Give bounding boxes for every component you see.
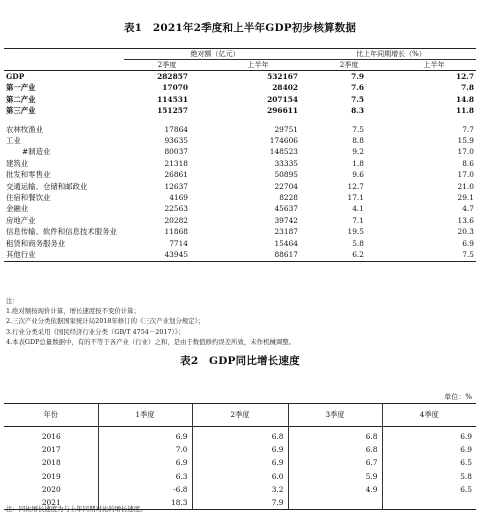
growth-h1-cell: 14.8 bbox=[455, 94, 474, 104]
row-label: 房地产业 bbox=[6, 215, 36, 225]
row-label: 批发和零售业 bbox=[6, 170, 51, 180]
row-label: 第三产业 bbox=[6, 106, 36, 116]
row-label: 住宿和餐饮业 bbox=[6, 193, 51, 203]
q1-cell: -6.8 bbox=[98, 483, 192, 496]
abs-q2-cell: 7714 bbox=[169, 238, 188, 248]
gdp-table bbox=[4, 48, 476, 262]
header-q2: 2季度 bbox=[192, 404, 288, 427]
growth-group-header: 比上年同期增长（%） bbox=[306, 49, 476, 60]
row-label: 建筑业 bbox=[6, 158, 29, 168]
table-row bbox=[4, 82, 476, 93]
subheader-abs-q2: 2季度 bbox=[124, 60, 210, 71]
table-row bbox=[4, 181, 476, 192]
abs-h1-cell: 296611 bbox=[267, 106, 298, 116]
table-row bbox=[4, 456, 476, 469]
q1-cell: 6.3 bbox=[98, 470, 192, 483]
growth-h1-cell: 8.6 bbox=[462, 158, 474, 168]
abs-h1-cell: 39742 bbox=[274, 215, 298, 225]
table-row bbox=[4, 135, 476, 146]
header-q3: 3季度 bbox=[288, 404, 382, 427]
table-row bbox=[4, 443, 476, 456]
abs-q2-cell: 20282 bbox=[164, 215, 188, 225]
table-row bbox=[4, 192, 476, 203]
row-label: 租赁和商务服务业 bbox=[6, 238, 66, 248]
abs-q2-cell: 12637 bbox=[164, 181, 188, 191]
q2-cell: 6.0 bbox=[192, 470, 288, 483]
growth-h1-cell: 4.7 bbox=[462, 204, 474, 214]
growth-h1-cell: 17.0 bbox=[457, 147, 474, 157]
abs-q2-cell: 26861 bbox=[164, 170, 188, 180]
growth-q2-cell: 7.9 bbox=[351, 72, 364, 81]
q2-cell: 6.9 bbox=[192, 443, 288, 456]
table-row bbox=[4, 470, 476, 483]
abs-q2-cell: 151257 bbox=[157, 106, 188, 116]
abs-q2-cell: 22563 bbox=[164, 204, 188, 214]
growth-q2-cell: 7.5 bbox=[351, 94, 364, 104]
growth-q2-cell: 9.6 bbox=[352, 170, 364, 180]
header-q1: 1季度 bbox=[98, 404, 192, 427]
growth-q2-cell: 19.5 bbox=[347, 227, 364, 237]
q1-cell: 6.9 bbox=[98, 456, 192, 469]
table-row bbox=[4, 215, 476, 226]
year-cell: 2021 bbox=[4, 496, 98, 510]
growth-q2-cell: 5.8 bbox=[352, 238, 364, 248]
growth-h1-cell: 13.6 bbox=[457, 215, 474, 225]
growth-q2-cell: 6.2 bbox=[306, 249, 392, 261]
growth-h1-cell: 6.9 bbox=[462, 238, 474, 248]
growth-h1-cell: 12.7 bbox=[455, 72, 474, 81]
table-row bbox=[4, 146, 476, 157]
abs-h1-cell: 29751 bbox=[274, 124, 298, 134]
abs-q2-cell: 11868 bbox=[164, 227, 188, 237]
abs-h1-cell: 174606 bbox=[269, 136, 298, 146]
q4-cell: 6.5 bbox=[382, 483, 476, 496]
q4-cell: 5.8 bbox=[382, 470, 476, 483]
growth-h1-cell: 7.7 bbox=[462, 124, 474, 134]
q4-cell bbox=[382, 496, 476, 510]
note-line: 1.绝对额按现价计算，增长速度按不变价计算； bbox=[6, 307, 140, 316]
growth-q2-cell: 17.1 bbox=[347, 193, 364, 203]
q3-cell: 6.7 bbox=[288, 456, 382, 469]
abs-q2-cell: 282857 bbox=[157, 72, 188, 81]
q3-cell: 6.8 bbox=[288, 443, 382, 456]
note-line: 4.本表GDP总量数据中，有的不等于各产业（行业）之和，是由于数值修约误差所致，未作机械调整。 bbox=[6, 337, 296, 346]
abs-h1-cell: 532167 bbox=[267, 72, 298, 81]
row-label: 第二产业 bbox=[6, 94, 36, 104]
year-cell: 2017 bbox=[41, 445, 61, 455]
growth-h1-cell: 29.1 bbox=[457, 193, 474, 203]
row-label: 第一产业 bbox=[6, 83, 36, 93]
abs-q2-cell: 17070 bbox=[162, 83, 188, 93]
abs-h1-cell: 15464 bbox=[274, 238, 298, 248]
year-cell: 2019 bbox=[41, 471, 61, 481]
q3-cell: 4.9 bbox=[288, 483, 382, 496]
table-row bbox=[4, 94, 476, 105]
abs-h1-cell: 88617 bbox=[210, 249, 306, 261]
growth-h1-cell: 7.8 bbox=[461, 83, 474, 93]
table-row bbox=[4, 483, 476, 496]
absolute-group-header: 绝对额（亿元） bbox=[124, 49, 306, 60]
table-row bbox=[4, 226, 476, 237]
growth-q2-cell: 7.1 bbox=[352, 215, 364, 225]
abs-h1-cell: 148523 bbox=[269, 147, 298, 157]
q3-cell: 6.8 bbox=[288, 427, 382, 444]
growth-q2-cell: 8.8 bbox=[352, 136, 364, 146]
table2-unit: 单位：% bbox=[444, 393, 472, 401]
note-line: 注： bbox=[6, 297, 19, 305]
table-row bbox=[4, 105, 476, 116]
abs-h1-cell: 45637 bbox=[274, 204, 298, 214]
abs-h1-cell: 50895 bbox=[274, 170, 298, 180]
q4-cell: 6.9 bbox=[382, 443, 476, 456]
year-cell: 2018 bbox=[41, 458, 61, 468]
table-row bbox=[4, 249, 476, 261]
growth-h1-cell: 7.5 bbox=[392, 249, 476, 261]
abs-q2-cell: 114531 bbox=[157, 94, 188, 104]
growth-h1-cell: 15.9 bbox=[457, 136, 474, 146]
row-label: 信息传输、软件和信息技术服务业 bbox=[6, 227, 117, 237]
q4-cell: 6.5 bbox=[382, 456, 476, 469]
q1-cell: 6.9 bbox=[98, 427, 192, 444]
row-label: 农林牧渔业 bbox=[6, 124, 43, 134]
row-label: 其他行业 bbox=[4, 249, 124, 261]
table2-title: 表2 GDP同比增长速度 bbox=[180, 355, 300, 367]
growth-h1-cell: 20.3 bbox=[457, 227, 474, 237]
abs-h1-cell: 22704 bbox=[274, 181, 298, 191]
q3-cell bbox=[288, 496, 382, 510]
growth-q2-cell: 7.5 bbox=[352, 124, 364, 134]
growth-q2-cell: 1.8 bbox=[352, 158, 364, 168]
abs-h1-cell: 28402 bbox=[272, 83, 298, 93]
row-label: #制造业 bbox=[22, 147, 51, 157]
growth-h1-cell: 17.0 bbox=[457, 170, 474, 180]
subheader-growth-h1: 上半年 bbox=[392, 60, 476, 71]
subheader-abs-h1: 上半年 bbox=[210, 60, 306, 71]
table-row bbox=[4, 238, 476, 249]
q1-cell: 7.0 bbox=[98, 443, 192, 456]
abs-q2-cell: 43945 bbox=[124, 249, 210, 261]
abs-h1-cell: 23187 bbox=[274, 227, 298, 237]
row-label: 交通运输、仓储和邮政业 bbox=[6, 181, 88, 191]
table-row bbox=[4, 158, 476, 169]
abs-h1-cell: 207154 bbox=[267, 94, 298, 104]
year-cell: 2020 bbox=[41, 484, 61, 494]
abs-q2-cell: 93635 bbox=[164, 136, 188, 146]
growth-q2-cell: 9.2 bbox=[352, 147, 364, 157]
spacer-row bbox=[4, 117, 476, 124]
header-year: 年份 bbox=[4, 404, 98, 427]
header-q4: 4季度 bbox=[382, 404, 476, 427]
growth-q2-cell: 7.6 bbox=[351, 83, 364, 93]
q2-cell: 7.9 bbox=[192, 496, 288, 510]
row-label: 金融业 bbox=[6, 204, 29, 214]
q2-cell: 6.8 bbox=[192, 427, 288, 444]
q2-cell: 6.9 bbox=[192, 456, 288, 469]
abs-q2-cell: 80037 bbox=[164, 147, 188, 157]
abs-h1-cell: 8228 bbox=[279, 193, 298, 203]
gdp-growth-table bbox=[4, 403, 476, 510]
year-cell: 2016 bbox=[41, 432, 61, 441]
table-row bbox=[4, 427, 476, 444]
table-row bbox=[4, 71, 476, 83]
abs-q2-cell: 4169 bbox=[169, 193, 188, 203]
q1-cell: 18.3 bbox=[98, 496, 192, 510]
table-row bbox=[4, 203, 476, 214]
note-line: 3.行业分类采用《国民经济行业分类（GB/T 4754－2017）》； bbox=[6, 327, 185, 336]
q4-cell: 6.9 bbox=[382, 427, 476, 444]
row-label: GDP bbox=[6, 72, 25, 81]
growth-h1-cell: 11.8 bbox=[455, 106, 474, 116]
table-row bbox=[4, 124, 476, 135]
abs-h1-cell: 33335 bbox=[274, 158, 298, 168]
growth-h1-cell: 21.0 bbox=[457, 181, 474, 191]
growth-q2-cell: 4.1 bbox=[352, 204, 364, 214]
row-label-header bbox=[4, 49, 124, 60]
table2-note: 注：同比增长速度为与上年同期对比的增长速度。 bbox=[6, 505, 147, 513]
q3-cell: 5.9 bbox=[288, 470, 382, 483]
table1-notes bbox=[6, 296, 476, 347]
note-line: 2.三次产业分类依据国家统计局2018年修订的《三次产业划分规定》； bbox=[6, 317, 205, 326]
growth-q2-cell: 12.7 bbox=[347, 181, 364, 191]
growth-q2-cell: 8.3 bbox=[351, 106, 364, 116]
subheader-growth-q2: 2季度 bbox=[306, 60, 392, 71]
q2-cell: 3.2 bbox=[192, 483, 288, 496]
abs-q2-cell: 17864 bbox=[164, 124, 188, 134]
abs-q2-cell: 21318 bbox=[164, 158, 188, 168]
table-row bbox=[4, 169, 476, 180]
row-label: 工业 bbox=[6, 136, 21, 146]
table1-title: 表1 2021年2季度和上半年GDP初步核算数据 bbox=[123, 22, 357, 34]
